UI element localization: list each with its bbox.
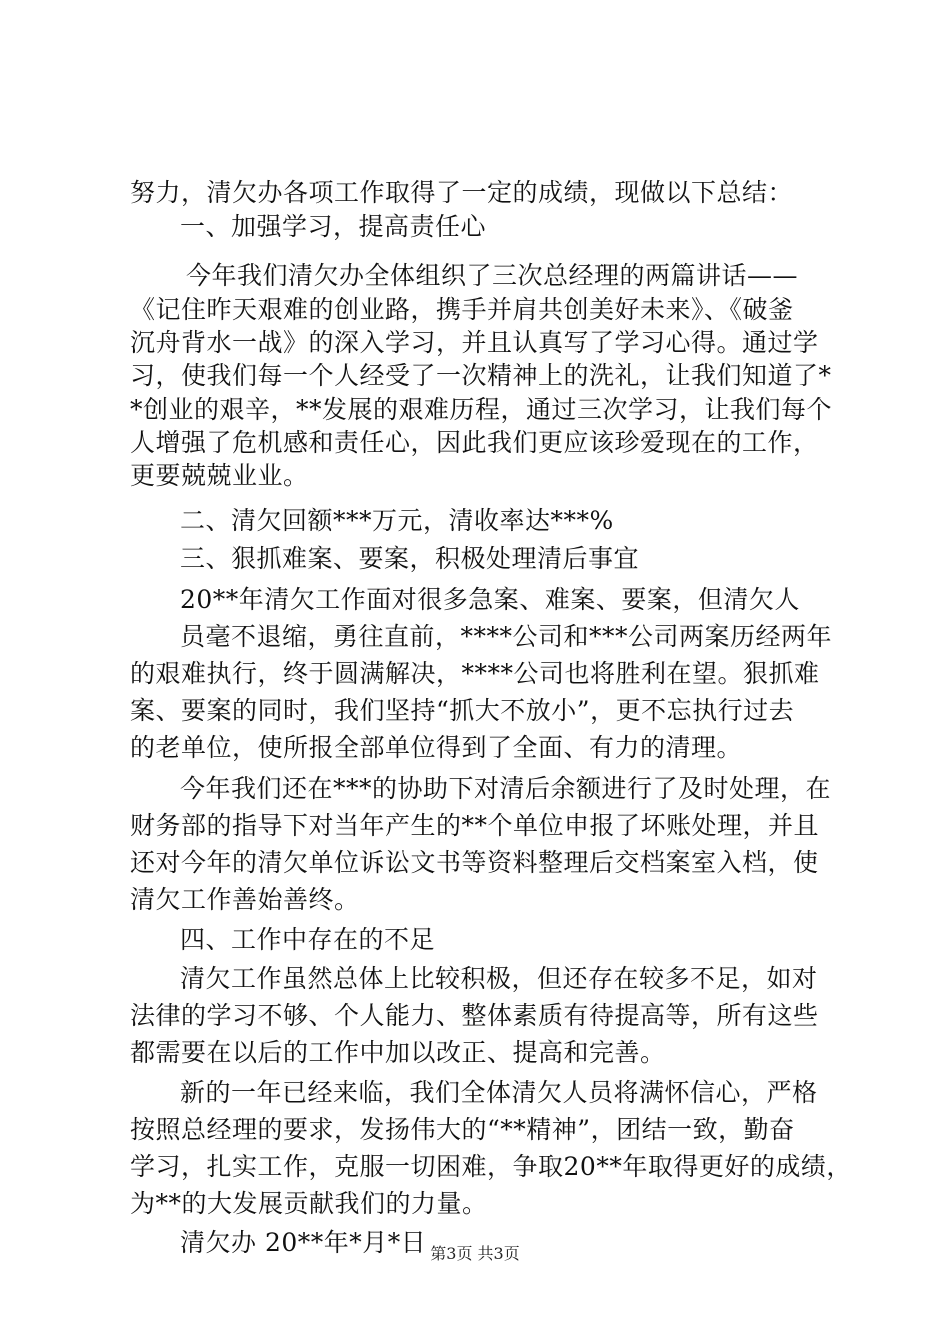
text-line: 财务部的指导下对当年产生的**个单位申报了坏账处理，并且: [130, 811, 820, 840]
text-line: 都需要在以后的工作中加以改正、提高和完善。: [130, 1038, 666, 1067]
text-line: 的老单位，使所报全部单位得到了全面、有力的清理。: [130, 733, 743, 762]
text-line: 更要兢兢业业。: [130, 461, 309, 490]
text-line: 沉舟背水一战》的深入学习，并且认真写了学习心得。通过学: [130, 328, 819, 357]
text-line: 习，使我们每一个人经受了一次精神上的洗礼，让我们知道了*: [130, 361, 832, 390]
text-line: 还对今年的清欠单位诉讼文书等资料整理后交档案室入档，使: [130, 848, 819, 877]
text-line: 新的一年已经来临，我们全体清欠人员将满怀信心，严格: [180, 1078, 818, 1107]
text-line: 努力，清欠办各项工作取得了一定的成绩，现做以下总结：: [130, 178, 794, 207]
text-line: 清欠工作善始善终。: [130, 885, 360, 914]
text-line: *创业的艰辛，**发展的艰难历程，通过三次学习，让我们每个: [130, 395, 833, 424]
text-line: 人增强了危机感和责任心，因此我们更应该珍爱现在的工作，: [130, 428, 819, 457]
text-line: 《记住昨天艰难的创业路，携手并肩共创美好未来》、《破釜: [130, 295, 794, 324]
section-heading: 二、清欠回额***万元，清收率达***%: [180, 506, 614, 535]
section-heading: 四、工作中存在的不足: [180, 925, 436, 954]
text-line: 20**年清欠工作面对很多急案、难案、要案，但清欠人: [180, 585, 800, 614]
text-line: 今年我们还在***的协助下对清后余额进行了及时处理，在: [180, 774, 832, 803]
text-line: 员毫不退缩，勇往直前，****公司和***公司两案历经两年: [180, 622, 833, 651]
text-line: 为**的大发展贡献我们的力量。: [130, 1189, 488, 1218]
page-number: 第3页 共3页: [430, 1244, 520, 1263]
text-line: 今年我们清欠办全体组织了三次总经理的两篇讲话——: [186, 261, 799, 290]
text-line: 案、要案的同时，我们坚持“抓大不放小”，更不忘执行过去: [130, 696, 795, 725]
signature-date: 清欠办 20**年*月*日: [180, 1228, 427, 1257]
section-heading: 一、加强学习，提高责任心: [180, 212, 487, 241]
text-line: 清欠工作虽然总体上比较积极，但还存在较多不足，如对: [180, 964, 818, 993]
text-line: 的艰难执行，终于圆满解决，****公司也将胜利在望。狠抓难: [130, 659, 820, 688]
text-line: 法律的学习不够、个人能力、整体素质有待提高等，所有这些: [130, 1001, 819, 1030]
text-line: 学习，扎实工作，克服一切困难，争取20**年取得更好的成绩，: [130, 1152, 852, 1181]
text-line: 按照总经理的要求，发扬伟大的“**精神”，团结一致，勤奋: [130, 1115, 795, 1144]
section-heading: 三、狠抓难案、要案，积极处理清后事宜: [180, 544, 640, 573]
